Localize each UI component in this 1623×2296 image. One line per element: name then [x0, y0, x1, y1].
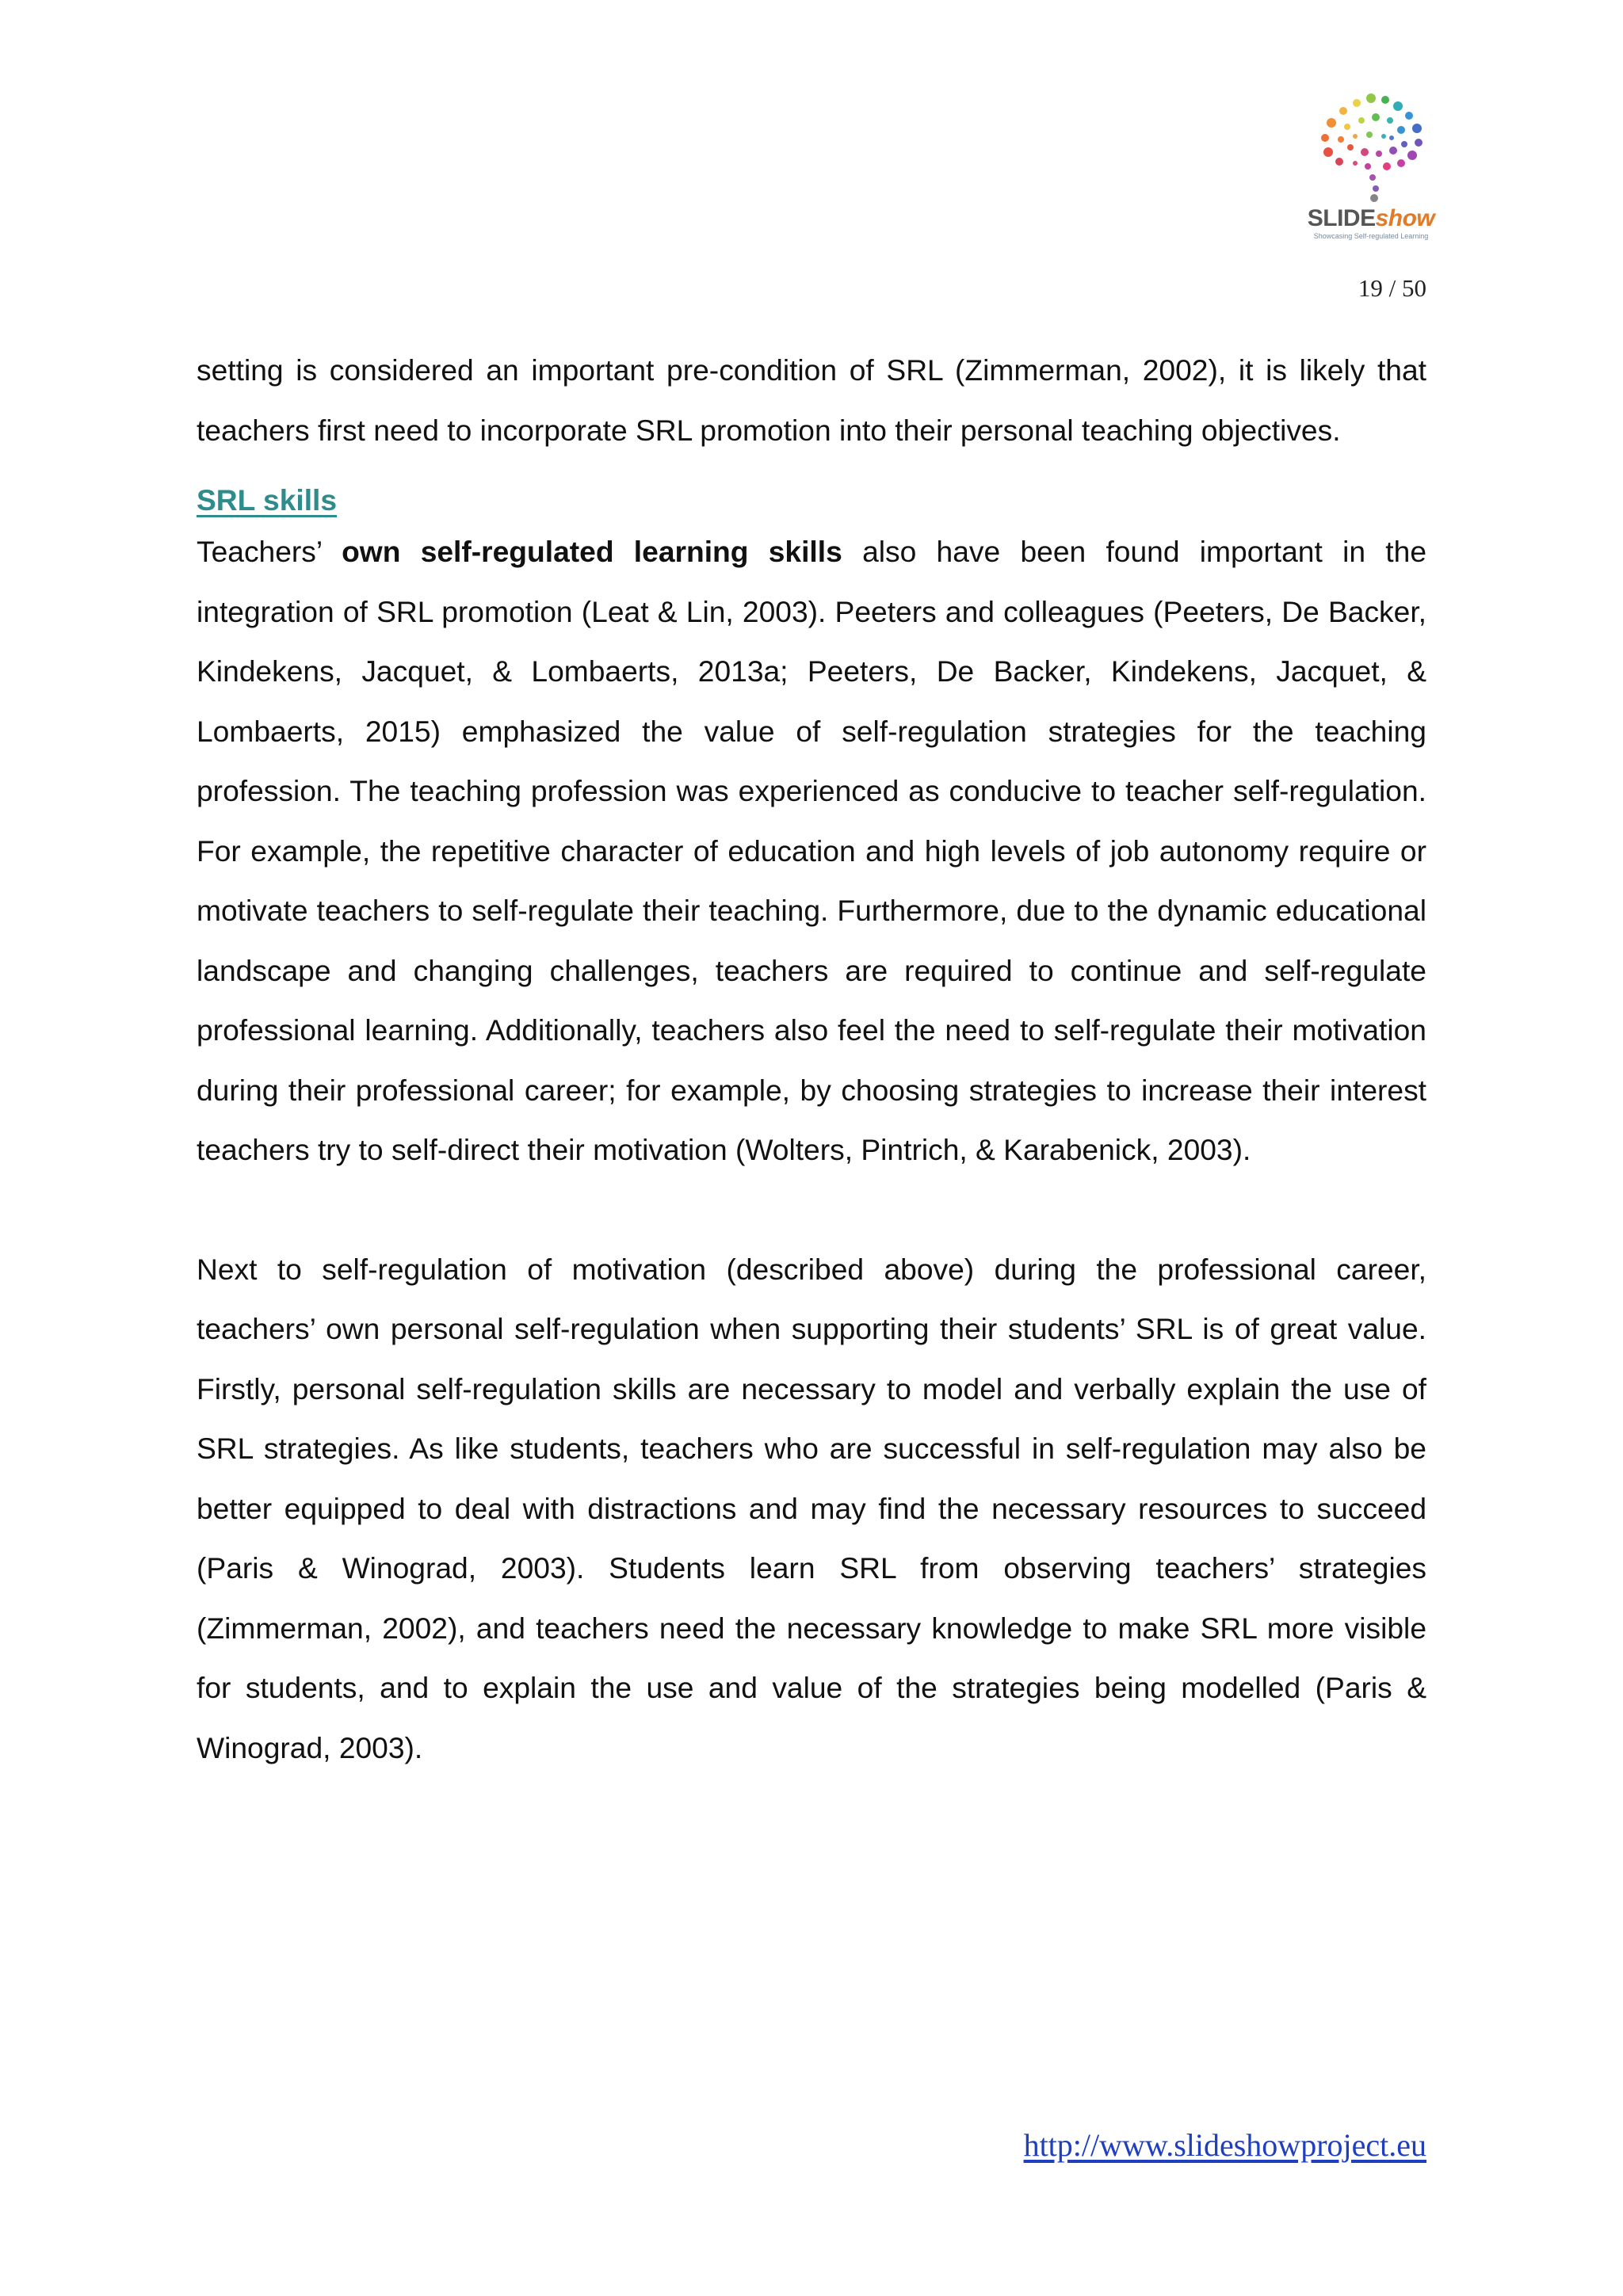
para1-rest: also have been found important in the integration of SRL promotion (Leat & Lin, 2003). Peeters and colleagues (Peeters, De Backer, Kindekens, Jacquet, & Lombaerts, 2013a; Peeters, De Backer, Kindekens, Jacquet, & Lombaerts, 2015) emphasized the value of self-regulation strategies for the teaching profession. The teaching profession was experienced as conducive to teacher self-regulation. For example, the repetitive character of education and high levels of job autonomy require or motivate teachers to self-regulate their teaching. Furthermore, due to the dynamic educational landscape and changing challenges, teachers are required to continue and self-regulate professional learning. Additionally, teachers also feel the need to self-regulate their motivation during their professional career; for example, by choosing strategies to increase their interest teachers try to self-direct their motivation (Wolters, Pintrich, & Karabenick, 2003).: [197, 535, 1426, 1166]
brain-dots-tree-icon: [1300, 79, 1442, 206]
intro-paragraph: setting is considered an important pre-condition of SRL (Zimmerman, 2002), it is likely that teachers first need to incorporate SRL promotion into their personal teaching objectives.: [197, 353, 1426, 447]
logo-wordmark-show: show: [1375, 205, 1435, 231]
logo-wordmark: [1300, 206, 1442, 231]
para1-lead: Teachers’: [197, 535, 322, 568]
page-number: 19 / 50: [1358, 274, 1426, 302]
logo-wordmark-slide: SLIDE: [1307, 205, 1376, 231]
slideshow-logo: [1300, 79, 1442, 250]
document-body: [197, 341, 1426, 1778]
para1-bold-phrase: own self-regulated learning skills: [342, 535, 842, 568]
footer-website-link[interactable]: http://www.slideshowproject.eu: [1023, 2127, 1426, 2163]
self-regulation-paragraph: Next to self-regulation of motivation (described above) during the professional career, teachers’ own personal self-regulation when supporting their students’ SRL is of great value. Firstly, personal self-regulation skills are necessary to model and verbally explain the use of SRL strategies. As like students, teachers who are successful in self-regulation may also be better equipped to deal with distractions and may find the necessary resources to succeed (Paris & Winograd, 2003). Students learn SRL from observing teachers’ strategies (Zimmerman, 2002), and teachers need the necessary knowledge to make SRL more visible for students, and to explain the use and value of the strategies being modelled (Paris & Winograd, 2003).: [197, 1252, 1426, 1764]
srl-skills-paragraph: [197, 522, 1426, 1180]
section-heading-srl-skills: SRL skills: [197, 483, 338, 517]
paragraph-gap: [197, 1180, 1426, 1240]
logo-tagline: Showcasing Self-regulated Learning: [1313, 232, 1429, 240]
